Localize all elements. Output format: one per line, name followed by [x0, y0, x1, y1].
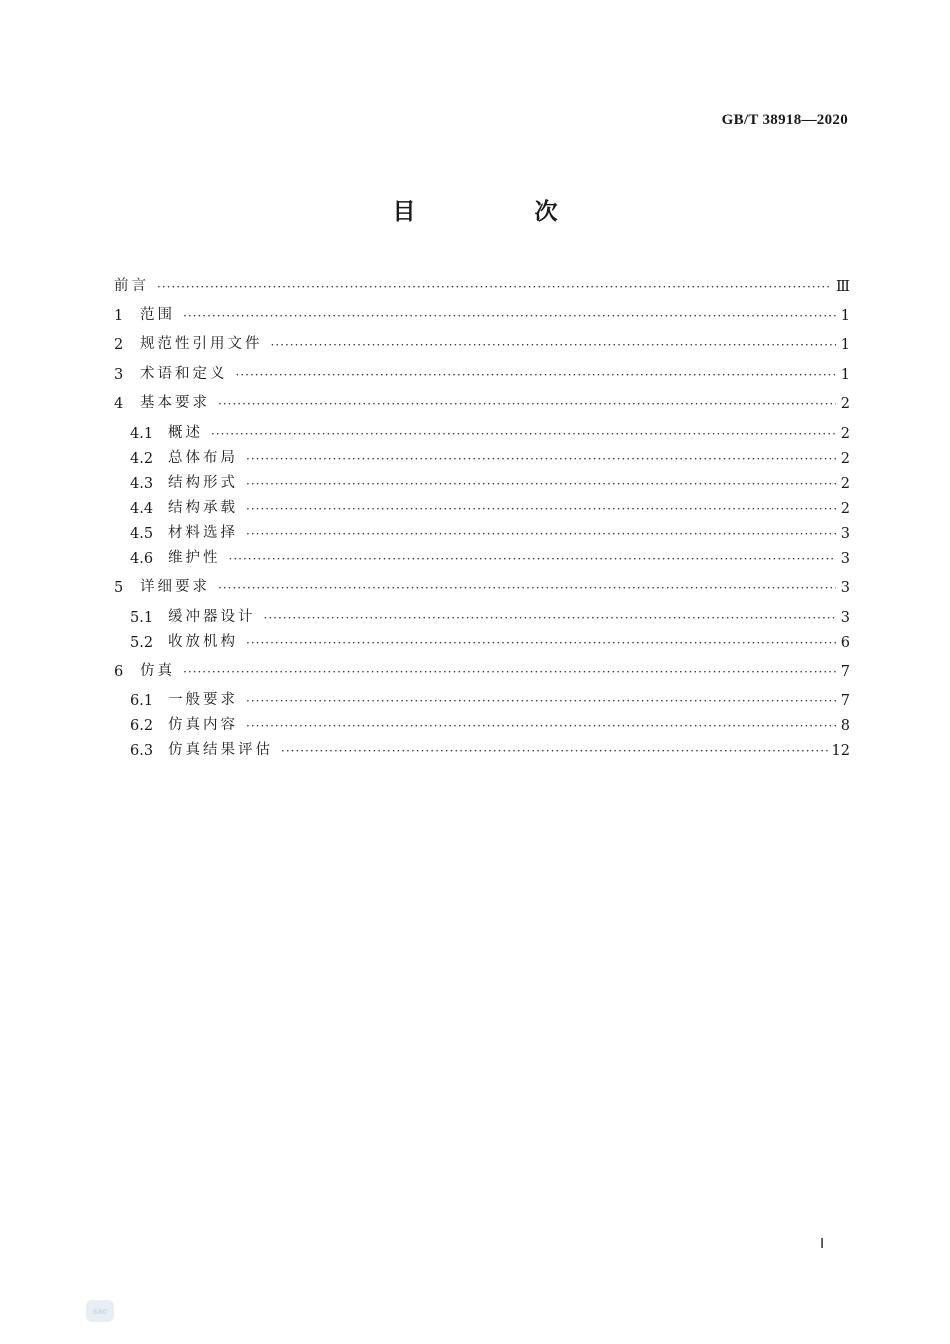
toc-entry-number: 4.3: [130, 476, 154, 492]
toc-entry-label: 结构形式: [168, 475, 238, 491]
toc-entry-label: 结构承载: [168, 500, 238, 516]
toc-entry-page: 6: [840, 635, 850, 651]
toc-entry[interactable]: [114, 520, 850, 542]
toc-entry-label: 术语和定义: [140, 366, 228, 382]
toc-entry-label: 仿真内容: [168, 717, 238, 733]
toc-entry-label: 前言: [114, 278, 149, 294]
toc-leader-dots: [264, 610, 837, 626]
toc-entry[interactable]: [114, 574, 850, 596]
toc-leader-dots: [218, 580, 836, 596]
toc-entry-number: 6.2: [130, 718, 154, 734]
toc-entry[interactable]: [114, 687, 850, 709]
toc-entry-page: 3: [840, 551, 850, 567]
toc-entry[interactable]: [114, 629, 850, 651]
toc-entry-label: 概述: [168, 425, 203, 441]
toc-entry-number: 5.2: [130, 635, 154, 651]
toc-entry-label: 材料选择: [168, 525, 238, 541]
toc-entry[interactable]: [114, 604, 850, 626]
toc-entry-number: 5.1: [130, 610, 154, 626]
toc-entry-label: 规范性引用文件: [140, 336, 263, 352]
toc-entry-number: 4.2: [130, 451, 154, 467]
toc-entry[interactable]: [114, 545, 850, 567]
toc-entry-number: 6.3: [130, 743, 154, 759]
toc-entry[interactable]: [114, 420, 850, 442]
toc-entry-page: 3: [840, 610, 850, 626]
toc-entry[interactable]: [114, 495, 850, 517]
toc-entry[interactable]: [114, 445, 850, 467]
toc-entry-page: 2: [840, 501, 850, 517]
toc-entry-label: 仿真结果评估: [168, 742, 273, 758]
toc-entry-page: 12: [831, 743, 850, 759]
toc-entry-page: 2: [840, 476, 850, 492]
page-folio: Ⅰ: [820, 1237, 825, 1252]
toc-leader-dots: [246, 693, 836, 709]
toc-entry[interactable]: [114, 658, 850, 680]
toc-entry-page: 1: [840, 337, 850, 353]
toc-leader-dots: [246, 501, 836, 517]
toc-entry-page: 2: [840, 451, 850, 467]
toc-leader-dots: [229, 551, 837, 567]
sac-logo-icon: [86, 1300, 114, 1322]
toc-entry-page: 7: [840, 664, 850, 680]
toc-entry-number: 4.4: [130, 501, 154, 517]
toc-entry-page: 7: [840, 693, 850, 709]
toc-leader-dots: [157, 279, 832, 295]
toc-entry[interactable]: [114, 737, 850, 759]
sac-logo-text: sac: [92, 1306, 108, 1316]
toc-entry-number: 4: [114, 396, 124, 412]
toc-leader-dots: [236, 367, 837, 383]
toc-entry[interactable]: [114, 390, 850, 412]
toc-leader-dots: [246, 476, 836, 492]
toc-entry-page: 3: [840, 580, 850, 596]
toc-entry-page: 2: [840, 426, 850, 442]
toc-entry-page: 1: [840, 367, 850, 383]
toc-entry-number: 6.1: [130, 693, 154, 709]
toc-entry-label: 仿真: [140, 663, 175, 679]
toc-entry-label: 收放机构: [168, 634, 238, 650]
toc-title: 目 次: [392, 199, 606, 225]
toc-leader-dots: [246, 526, 836, 542]
toc-entry-page: Ⅲ: [836, 279, 850, 295]
toc-entry-label: 总体布局: [168, 450, 238, 466]
toc-leader-dots: [183, 664, 836, 680]
toc-leader-dots: [211, 426, 836, 442]
toc-entry-label: 范围: [140, 307, 175, 323]
toc-leader-dots: [246, 451, 836, 467]
toc-entry-page: 1: [840, 308, 850, 324]
toc-entry[interactable]: [114, 302, 850, 324]
toc-leader-dots: [246, 718, 836, 734]
toc-entry-number: 1: [114, 308, 124, 324]
toc-entry[interactable]: [114, 331, 850, 353]
toc-leader-dots: [218, 396, 836, 412]
toc-leader-dots: [183, 308, 836, 324]
toc-entry[interactable]: [114, 470, 850, 492]
toc-entry[interactable]: [114, 712, 850, 734]
toc-entry-number: 2: [114, 337, 124, 353]
toc-entry-number: 4.5: [130, 526, 154, 542]
toc-entry-page: 8: [840, 718, 850, 734]
standard-code: GB/T 38918—2020: [721, 112, 848, 128]
toc-entry[interactable]: [114, 273, 850, 295]
toc-entry-page: 3: [840, 526, 850, 542]
toc-entry-label: 缓冲器设计: [168, 609, 256, 625]
toc-entry-label: 基本要求: [140, 395, 210, 411]
toc-leader-dots: [281, 743, 828, 759]
toc-entry-number: 6: [114, 664, 124, 680]
toc-entry-label: 详细要求: [140, 579, 210, 595]
toc-entry-number: 3: [114, 367, 124, 383]
toc-entry-number: 5: [114, 580, 124, 596]
toc-leader-dots: [271, 337, 837, 353]
toc-entry-label: 维护性: [168, 550, 221, 566]
toc-entry[interactable]: [114, 361, 850, 383]
toc-entry-page: 2: [840, 396, 850, 412]
toc-entry-number: 4.6: [130, 551, 154, 567]
toc-entry-label: 一般要求: [168, 692, 238, 708]
toc-leader-dots: [246, 635, 836, 651]
toc-entry-number: 4.1: [130, 426, 154, 442]
